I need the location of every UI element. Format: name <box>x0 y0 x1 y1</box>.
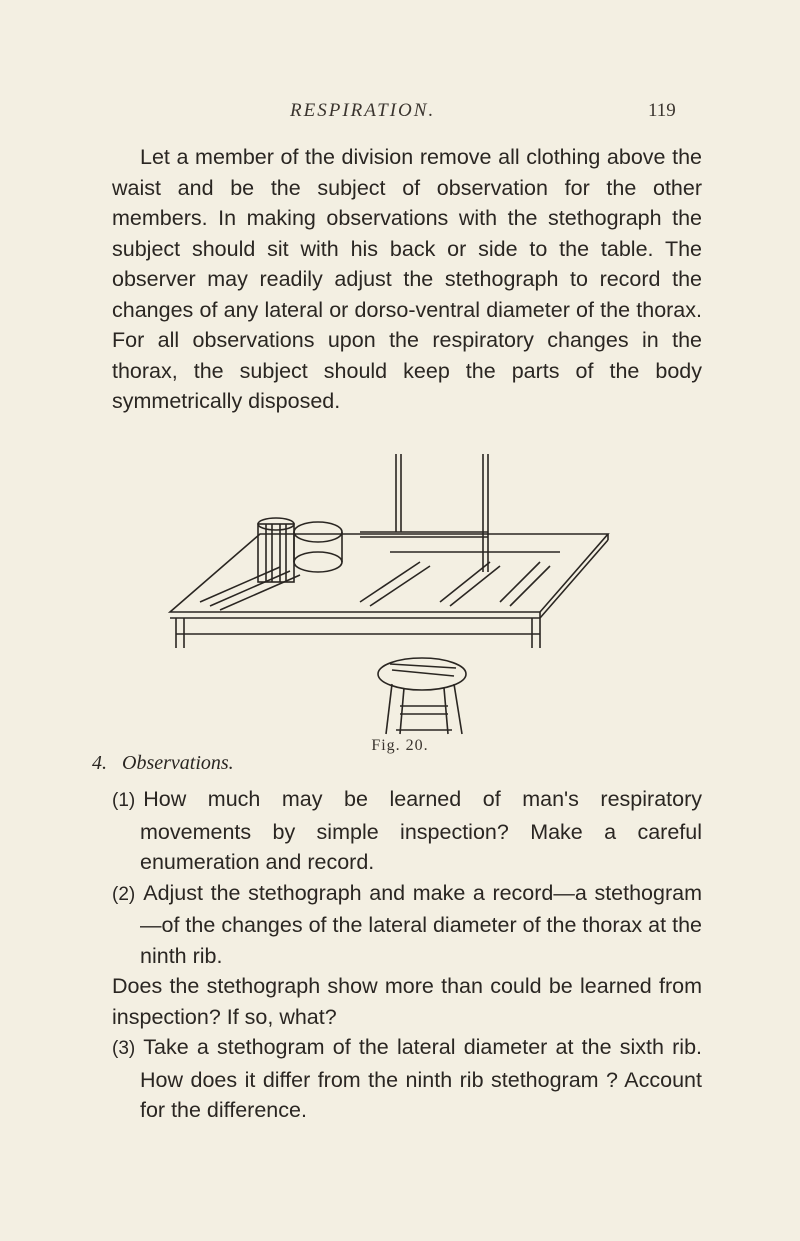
intro-paragraph: Let a member of the division remove all clothing above the waist and be the subject of observation for the other members. In making observations with the stethograph the subject should sit with his back or side to the table. The observer may readily adjust the stethograph to record the changes of any lateral or dorso-ventral diameter of the thorax. For all observations upon the respiratory changes in the thorax, the subject should keep the parts of the body symmetrically disposed. <box>112 145 702 413</box>
list-item <box>112 784 702 878</box>
list-item <box>112 1032 702 1126</box>
observation-list <box>112 784 702 1126</box>
item-text: How much may be learned of man's respiratory movements by simple inspection? Make a careful enumeration and record. <box>140 787 702 874</box>
item-number: (1) <box>112 790 136 811</box>
item-number: (3) <box>112 1038 136 1059</box>
stethograph-apparatus-illustration <box>160 452 620 742</box>
section-heading <box>92 752 234 775</box>
running-head <box>0 100 800 130</box>
followup-paragraph: Does the stethograph show more than could be learned from inspection? If so, what? <box>112 974 702 1029</box>
item-text: Take a stethogram of the lateral diameter at the sixth rib. How does it differ from the ninth rib stethogram ? Account for the difference. <box>140 1035 702 1122</box>
list-item <box>112 878 702 972</box>
stethograph-figure <box>160 452 620 742</box>
section-number: 4. <box>92 752 107 774</box>
figure-caption: Fig. 20. <box>371 737 429 754</box>
section-title: Observations. <box>122 752 234 774</box>
item-number: (2) <box>112 883 136 905</box>
page-number: 119 <box>648 100 676 121</box>
item-text: Adjust the stethograph and make a record—a stethogram—of the changes of the lateral diameter of the thorax at the ninth rib. <box>140 880 702 968</box>
running-title: RESPIRATION. <box>290 100 436 121</box>
